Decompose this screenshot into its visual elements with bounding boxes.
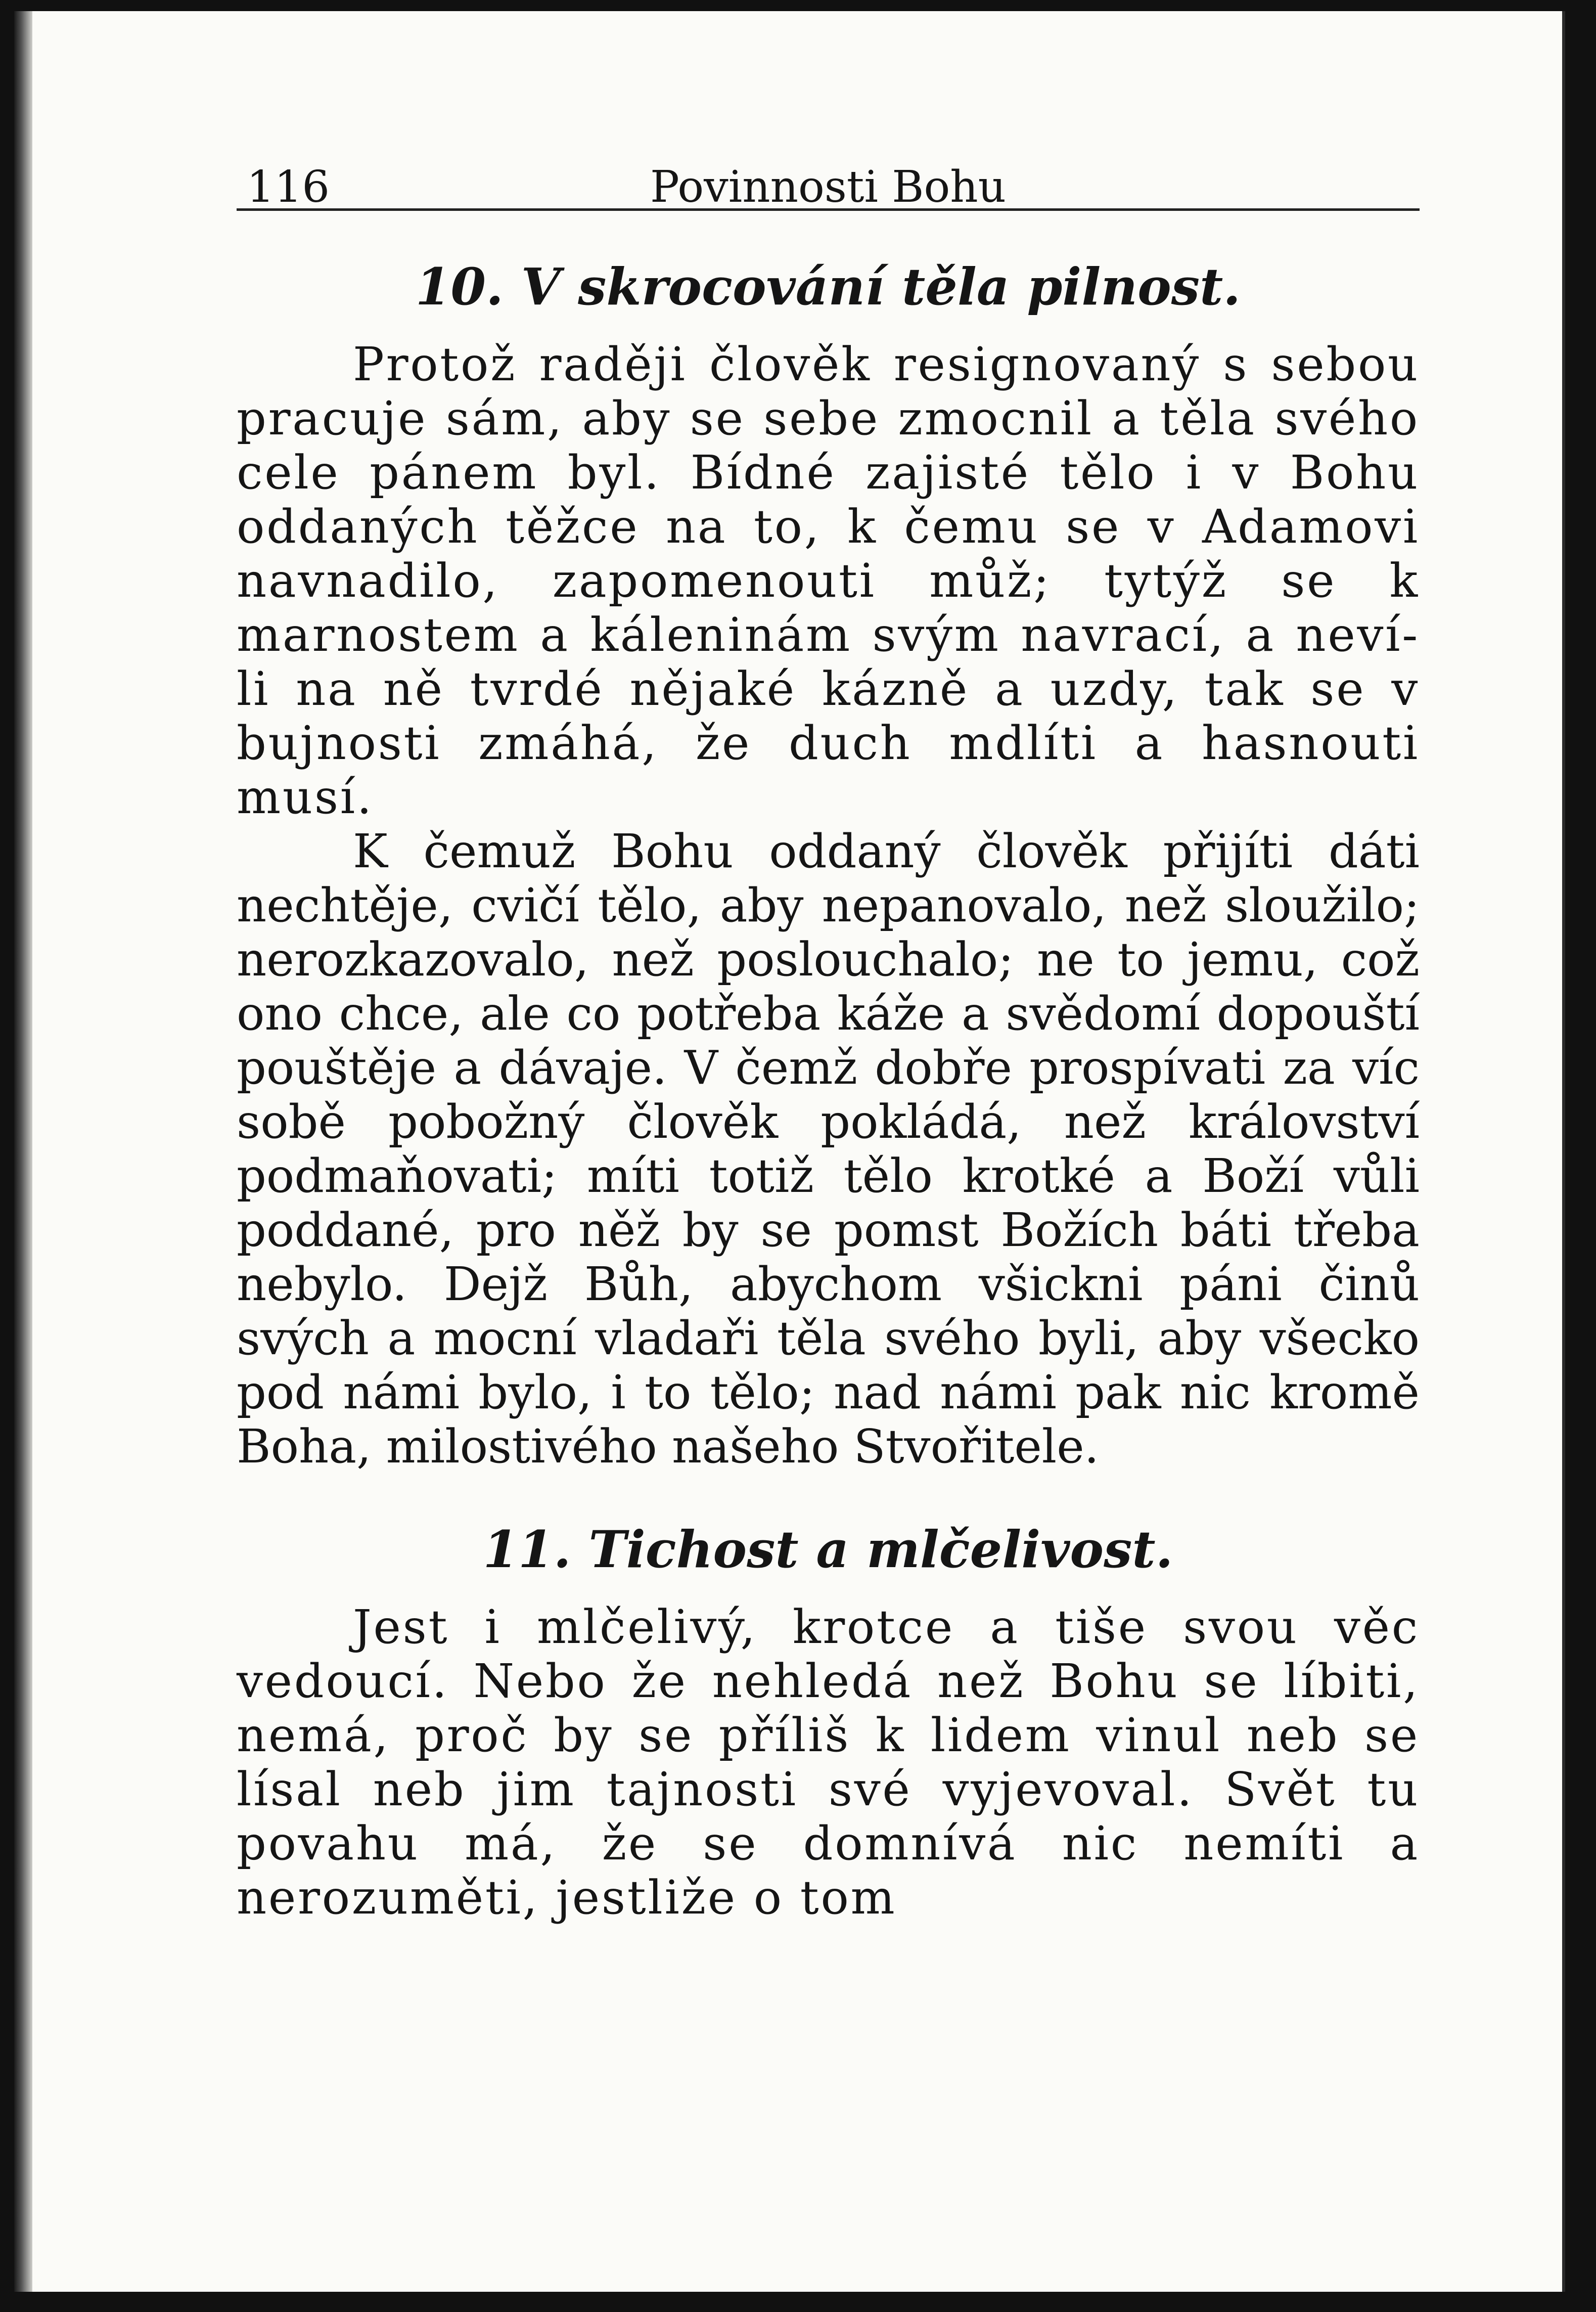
running-title: Povinnosti Bohu (650, 162, 1007, 212)
page-number: 116 (247, 162, 330, 212)
paragraph: Protož raději člověk resignovaný s sebou pracuje sám, aby se sebe zmocnil a těla svého cele pánem byl. Bídné zajisté tělo i v Bohu oddaných těžce na to, k čemu se v Adamovi navnadilo, zapomenouti můž; tytýž se k marnostem a káleninám svým navrací, a neví-li na ně tvrdé nějaké kázně a uzdy, tak se v bujnosti zmáhá, že duch mdlíti a hasnouti musí. (237, 337, 1420, 824)
section-title-11: 11. Tichost a mlčelivost. (483, 1520, 1173, 1579)
section-title-10: 10. V skrocování těla pilnost. (415, 257, 1241, 317)
page-binding-edge (14, 11, 32, 2292)
running-header (237, 148, 1420, 211)
book-page (14, 11, 1565, 2292)
paragraph: Jest i mlčelivý, krotce a tiše svou věc vedoucí. Nebo že nehledá než Bohu se líbiti, nemá, proč by se příliš k lidem vinul neb se lísal neb jim tajnosti své vyjevoval. Svět tu povahu má, že se domnívá nic nemíti a nerozuměti, jestliže o tom (237, 1600, 1420, 1925)
page-content (237, 148, 1420, 1925)
paragraph: K čemuž Bohu oddaný člověk přijíti dáti nechtěje, cvičí tělo, aby nepanovalo, než sloužilo; nerozkazovalo, než poslouchalo; ne to jemu, což ono chce, ale co potřeba káže a svědomí dopouští pouštěje a dávaje. V čemž dobře prospívati za víc sobě pobožný člověk pokládá, než království podmaňovati; míti totiž tělo krotké a Boží vůli poddané, pro něž by se pomst Božích báti třeba nebylo. Dejž Bůh, abychom všickni páni činů svých a mocní vladaři těla svého byli, aby všecko pod námi bylo, i to tělo; nad námi pak nic kromě Boha, milostivého našeho Stvořitele. (237, 824, 1420, 1474)
